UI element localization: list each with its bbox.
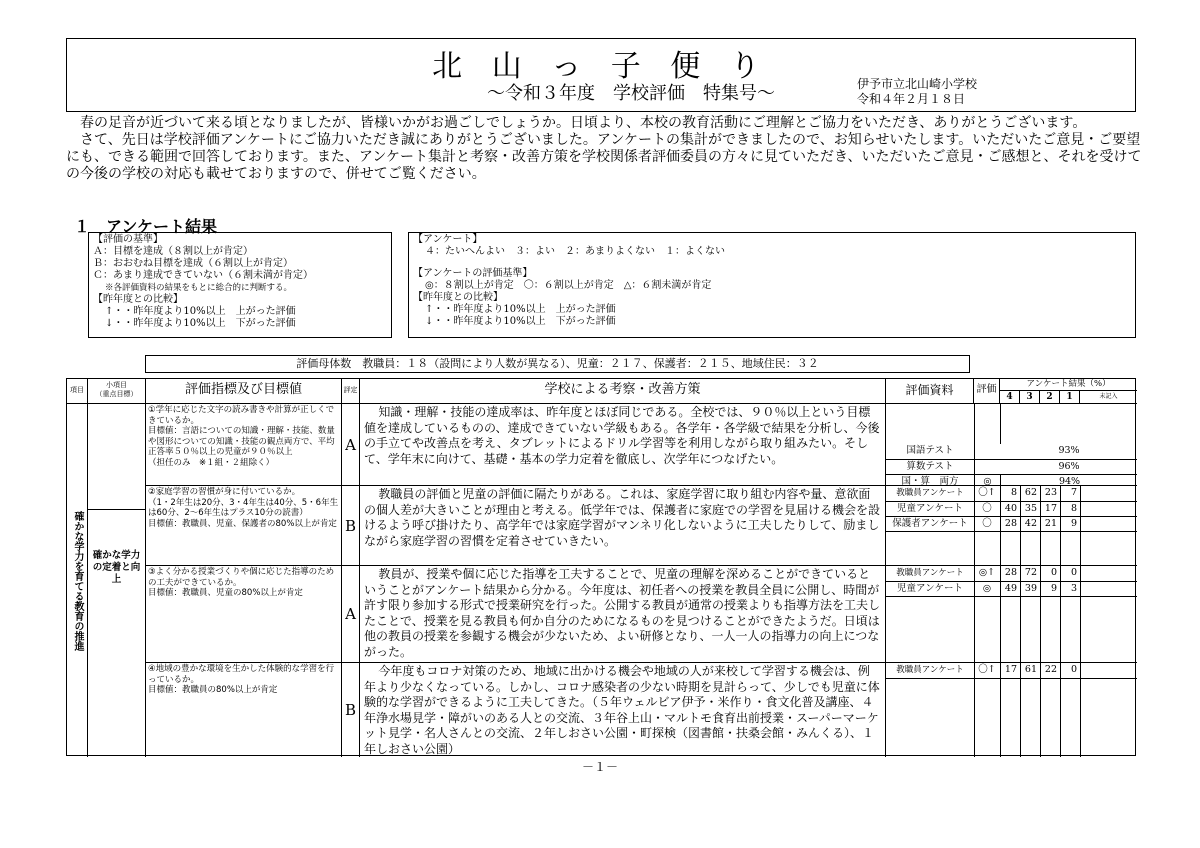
header-item: 項目	[70, 386, 84, 394]
header-eval: 評価	[973, 379, 999, 403]
header-col-2: 2	[1039, 390, 1059, 403]
header-material: 評価資料	[885, 379, 973, 403]
header-col-na: 未記入	[1079, 390, 1137, 403]
materials-row-1	[885, 403, 1137, 485]
material-3-1: 教職員アンケート ◎↑ 28 72 0 0	[896, 567, 1077, 578]
grade-row-1: A	[341, 403, 359, 485]
criteria-note: ※各評価資料の結果をもとに総合的に判断する。	[105, 283, 293, 293]
comparison-down: ↓・・昨年度より10%以上 下がった評価	[105, 318, 296, 329]
sub-cell-blank	[87, 403, 145, 509]
header-sub	[87, 379, 145, 403]
population-box: 評価母体数 教職員：１８（設問により人数が異なる）、児童：２１７、保護者：２１５、地域住民：３２	[145, 355, 970, 373]
materials-row-3	[885, 565, 1137, 662]
header-col-1: 1	[1059, 390, 1079, 403]
header-sub-label: 小項目	[106, 381, 127, 389]
survey-criteria-heading: 【アンケートの評価基準】	[413, 268, 533, 279]
header-sub-label2: （重点目標）	[95, 390, 138, 398]
commentary-row-3: 教員が、授業や個に応じた指導を工夫することで、児童の理解を深めることができているということがアンケート結果から分かる。今年度は、初任者への授業を教員全員に公開し、時間が許す限り参加する形式で授業研究を行った。公開する教員が通常の授業よりも指導方法を工夫したことで、授業を見る教員も何か自分のためになるものを見つけることができたようだ。日頃は他の教員の授業を参観する機会が少ないため、よい研修となり、一人一人の指導力の向上につながった。	[359, 565, 885, 662]
criteria-c: Ｃ：あまり達成できていない（６割未満が肯定）	[93, 270, 313, 281]
criteria-b: Ｂ：おおむね目標を達成（６割以上が肯定）	[93, 258, 293, 269]
newsletter-title: 北 山 っ 子 便 り	[432, 49, 770, 84]
material-1-1: 国語テスト 93%	[906, 445, 1080, 456]
indicator-row-4: ④地域の豊かな環境を生かした体験的な学習を行っているか。 目標値：教職員の80%以上が肯定	[145, 662, 341, 757]
survey-marks: ◎：８割以上が肯定 〇：６割以上が肯定 △：６割未満が肯定	[425, 280, 712, 291]
school-info	[857, 77, 977, 107]
material-1-3: 国・算 両方 ◎ 94%	[886, 474, 1137, 485]
material-1-2: 算数テスト 96%	[886, 459, 1137, 474]
material-4-1: 教職員アンケート 〇↑ 17 61 22 0	[896, 664, 1077, 675]
header-commentary: 学校による考察・改善方策	[359, 379, 885, 403]
materials-row-4	[885, 662, 1137, 757]
grade-row-3: A	[341, 565, 359, 662]
indicator-row-3: ③よく分かる授業づくりや個に応じた指導のための工夫ができているか。 目標値：教職員、児童の80%以上が肯定	[145, 565, 341, 662]
item-cell	[67, 403, 87, 757]
commentary-row-1: 知識・理解・技能の達成率は、昨年度とほぼ同じである。全校では、９０％以上という目標値を達成しているものの、達成できていない学級もある。各学年・各学級で結果を分析し、今後の手立てや改善点を考え、タブレットによるドリル学習等を利用しながら取り組みたい。そして、学年末に向けて、基礎・基本の学力定着を徹底し、次学年につなげたい。	[359, 403, 885, 485]
header-col-3: 3	[1019, 390, 1039, 403]
issue-date: 令和４年２月１８日	[857, 92, 966, 106]
header-survey: アンケート結果（%）	[999, 379, 1137, 390]
intro-paragraph-1: 春の足音が近づいて来る頃となりましたが、皆様いかがお過ごしでしょうか。日頃より、本校の教育活動にご理解とご協力をいただき、ありがとうございます。	[80, 115, 1087, 131]
survey-criteria-box	[408, 232, 1136, 338]
comparison-heading: 【昨年度との比較】	[93, 294, 183, 305]
survey-comparison-heading: 【昨年度との比較】	[413, 292, 503, 303]
material-2-1: 教職員アンケート 〇↑ 8 62 23 7	[896, 487, 1077, 498]
commentary-row-4: 今年度もコロナ対策のため、地域に出かける機会や地域の人が来校して学習する機会は、例年より少なくなっている。しかし、コロナ感染者の少ない時期を見計らって、少しでも児童に体験的な学習ができるように工夫してきた。（５年ウェルビア伊予・米作り・食文化普及講座、４年浄水場見学・障がいのある人との交流、３年谷上山・マルトモ食育出前授業・スーパーマーケット見学・名人さんとの交流、２年しおさい公園・町探検（図書館・扶桑会館・みんくる）、１年しおさい公園）	[359, 662, 885, 757]
section-heading: １ アンケート結果	[74, 217, 218, 236]
grade-row-2: B	[341, 485, 359, 565]
newsletter-subtitle: ～令和３年度 学校評価 特集号～	[487, 83, 775, 104]
intro-paragraph-2: さて、先日は学校評価アンケートにご協力いただき誠にありがとうございました。アンケートの集計ができましたので、お知らせいたします。いただいたご意見・ご要望にも、できる範囲で回答しております。また、アンケート集計と考察・改善方策を学校関係者評価委員の方々に見ていただき、いただいたご意見・ご感想と、それを受けての今後の学校の対応も載せておりますので、併せてご覧ください。	[66, 132, 1142, 182]
evaluation-table	[66, 378, 1136, 756]
intro-text	[66, 115, 1146, 183]
sub-label: 確かな学力の定着と向上	[87, 509, 145, 757]
school-name: 伊予市立北山崎小学校	[857, 77, 978, 91]
survey-comparison-up: ↑・・昨年度より10%以上 上がった評価	[425, 304, 616, 315]
header-grade: 評定	[341, 379, 359, 403]
material-3-2: 児童アンケート ◎ 49 39 9 3	[886, 581, 1137, 596]
header-col-4: 4	[999, 390, 1019, 403]
material-2-3: 保護者アンケート 〇 28 42 21 9	[886, 516, 1137, 531]
survey-comparison-down: ↓・・昨年度より10%以上 下がった評価	[425, 316, 616, 327]
criteria-a: Ａ：目標を達成（８割以上が肯定）	[93, 246, 253, 257]
item-label: 確かな学力を育てる教育の推進	[72, 510, 83, 651]
grade-row-4: B	[341, 662, 359, 757]
indicator-row-2: ②家庭学習の習慣が身に付いているか。 （1・2年生は20分、3・4年生は40分、5・6年生は60分、2～6年生はプラス10分の読書） 目標値：教職員、児童、保護者の80%以上が肯定	[145, 485, 341, 565]
criteria-heading: 【評価の基準】	[93, 234, 163, 245]
indicator-row-1: ①学年に応じた文字の読み書きや計算が正しくできているか。 目標値：言語についての知識・理解・技能、数量や図形についての知識・技能の観点両方で、平均正答率５０％以上の児童が９０％以上 （担任のみ ※１組・２組除く）	[145, 403, 341, 485]
comparison-up: ↑・・昨年度より10%以上 上がった評価	[105, 306, 296, 317]
header-indicator: 評価指標及び目標値	[145, 379, 341, 403]
material-2-2: 児童アンケート 〇 40 35 17 8	[886, 501, 1137, 516]
materials-row-2	[885, 485, 1137, 565]
survey-heading: 【アンケート】	[413, 234, 483, 245]
survey-scale: ４：たいへんよい ３：よい ２：あまりよくない １：よくない	[425, 246, 725, 257]
page-number: －１－	[581, 760, 618, 774]
evaluation-criteria-box	[88, 232, 392, 338]
title-box	[66, 38, 1136, 112]
commentary-row-2: 教職員の評価と児童の評価に隔たりがある。これは、家庭学習に取り組む内容や量、意欲面の個人差が大きいことが理由と考える。低学年では、保護者に家庭での学習を見届ける機会を設けるよう呼び掛けたり、高学年では家庭学習がマンネリ化しないように工夫したりして、励ましながら家庭学習の習慣を定着させていきたい。	[359, 485, 885, 565]
